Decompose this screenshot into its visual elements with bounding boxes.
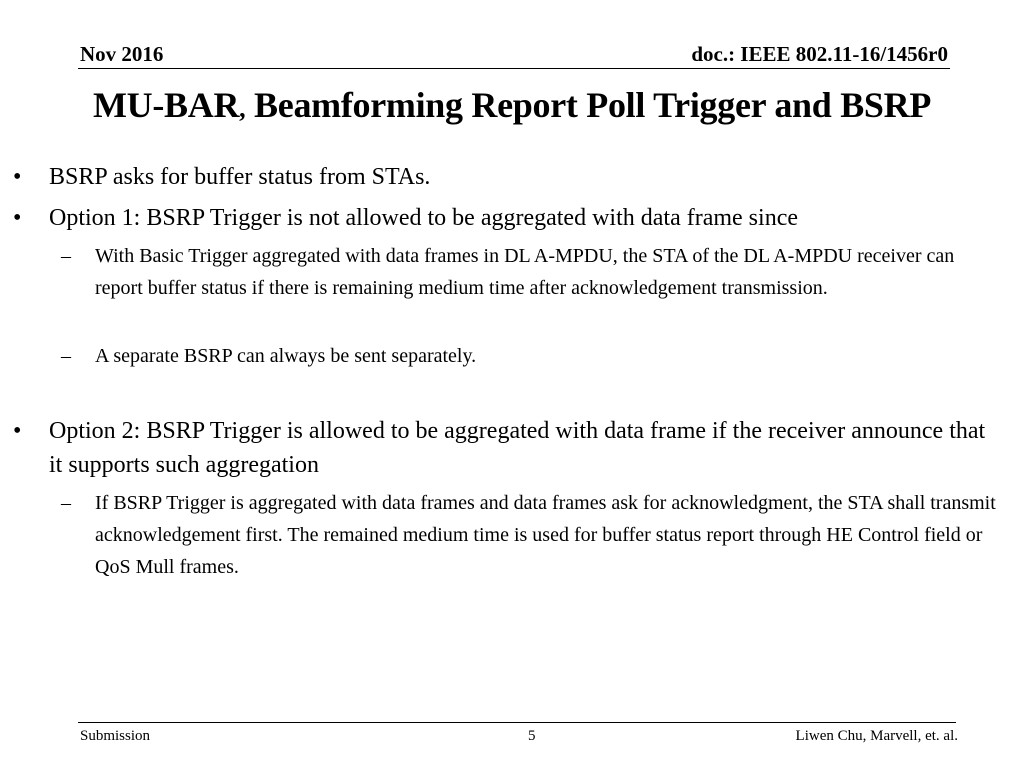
title-part-1: MU-BAR (92, 85, 240, 125)
footer-divider (78, 722, 956, 723)
sub-bullet-item (61, 487, 1005, 583)
sub-bullet-item (61, 340, 1005, 372)
sub-bullet-marker: – (61, 492, 71, 514)
bullet-text: BSRP asks for buffer status from STAs. (49, 164, 431, 190)
sub-bullet-text: If BSRP Trigger is aggregated with data frames and data frames ask for acknowledgment, the STA shall transmit acknowledgement first. The remained medium time is used for buffer status report through HE Control field or QoS Mull frames. (95, 492, 996, 578)
title-separator: , (239, 94, 246, 123)
slide-title (0, 84, 1024, 126)
sub-bullet-marker: – (61, 245, 71, 267)
bullet-text: Option 1: BSRP Trigger is not allowed to be aggregated with data frame since (49, 205, 798, 231)
bullet-marker: • (13, 418, 22, 444)
header-divider (78, 68, 950, 69)
sub-bullet-text: A separate BSRP can always be sent separately. (95, 345, 477, 367)
header-doc-id: doc.: IEEE 802.11-16/1456r0 (691, 42, 948, 66)
sub-bullet-marker: – (61, 345, 71, 367)
footer-submission: Submission (80, 728, 151, 744)
bullet-item (13, 414, 1004, 482)
title-part-2: Beamforming Report Poll Trigger and BSRP (245, 85, 932, 125)
bullet-marker: • (13, 205, 22, 231)
bullet-text: Option 2: BSRP Trigger is allowed to be aggregated with data frame if the receiver announce that it supports such aggregation (49, 418, 986, 478)
bullet-item (13, 160, 1004, 194)
bullet-marker: • (13, 164, 22, 190)
page-number: 5 (528, 728, 536, 744)
footer-authors: Liwen Chu, Marvell, et. al. (795, 728, 958, 744)
sub-bullet-item (61, 240, 1005, 304)
sub-bullet-text: With Basic Trigger aggregated with data frames in DL A-MPDU, the STA of the DL A-MPDU receiver can report buffer status if there is remaining medium time after acknowledgement transmission. (95, 245, 955, 299)
bullet-item (13, 201, 1004, 235)
header-date: Nov 2016 (80, 42, 164, 66)
